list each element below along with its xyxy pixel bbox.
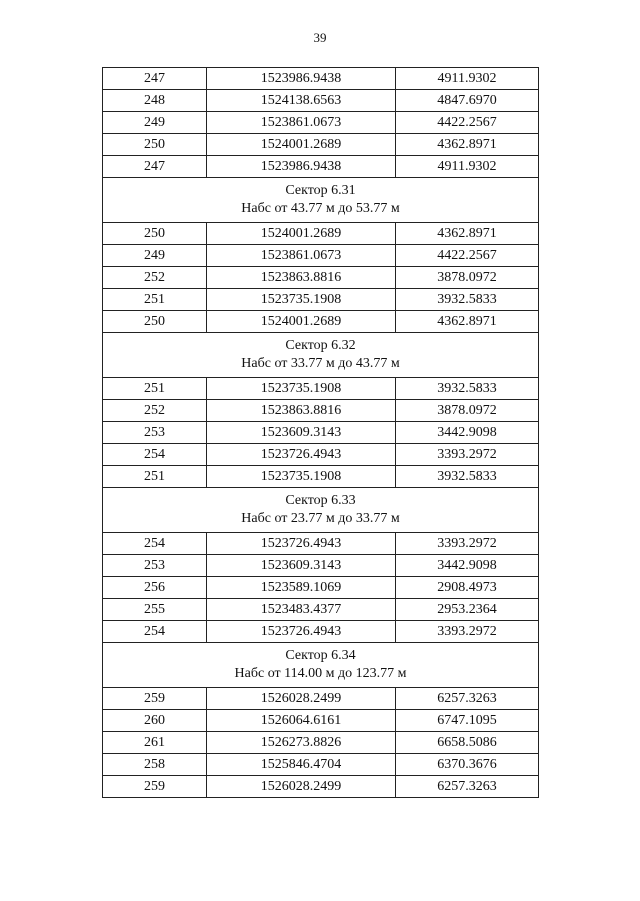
sector-title: Сектор 6.31 [285,183,356,198]
sector-height-range: Набс от 33.77 м до 43.77 м [241,356,400,371]
point-number-cell: 259 [103,688,207,710]
table-row [103,776,539,798]
sector-title: Сектор 6.34 [285,648,356,663]
sector-header-cell [103,178,539,223]
point-number-cell: 254 [103,533,207,555]
sector-header-cell [103,488,539,533]
point-number-cell: 256 [103,577,207,599]
x-coordinate-cell: 1524001.2689 [207,223,396,245]
table-row [103,710,539,732]
table-row [103,267,539,289]
sector-height-range: Набс от 23.77 м до 33.77 м [241,511,400,526]
point-number-cell: 254 [103,621,207,643]
y-coordinate-cell: 4362.8971 [396,311,539,333]
point-number-cell: 253 [103,555,207,577]
table-row [103,112,539,134]
sector-height-range: Набс от 43.77 м до 53.77 м [241,201,400,216]
table-row [103,599,539,621]
y-coordinate-cell: 3393.2972 [396,533,539,555]
point-number-cell: 249 [103,245,207,267]
y-coordinate-cell: 2953.2364 [396,599,539,621]
table-row [103,422,539,444]
coordinates-table-body [103,68,539,798]
point-number-cell: 251 [103,378,207,400]
table-row [103,732,539,754]
x-coordinate-cell: 1523986.9438 [207,156,396,178]
x-coordinate-cell: 1523735.1908 [207,378,396,400]
y-coordinate-cell: 4422.2567 [396,112,539,134]
point-number-cell: 247 [103,156,207,178]
point-number-cell: 260 [103,710,207,732]
page-number: 39 [313,30,327,45]
sector-header-cell [103,643,539,688]
x-coordinate-cell: 1523589.1069 [207,577,396,599]
y-coordinate-cell: 4911.9302 [396,68,539,90]
table-row [103,466,539,488]
y-coordinate-cell: 6257.3263 [396,776,539,798]
y-coordinate-cell: 3878.0972 [396,267,539,289]
table-row [103,400,539,422]
point-number-cell: 250 [103,223,207,245]
table-row [103,156,539,178]
x-coordinate-cell: 1526028.2499 [207,776,396,798]
y-coordinate-cell: 3878.0972 [396,400,539,422]
y-coordinate-cell: 4847.6970 [396,90,539,112]
x-coordinate-cell: 1526028.2499 [207,688,396,710]
point-number-cell: 253 [103,422,207,444]
sector-title: Сектор 6.32 [285,338,356,353]
x-coordinate-cell: 1523726.4943 [207,444,396,466]
sector-title: Сектор 6.33 [285,493,356,508]
coordinates-table [102,67,539,798]
y-coordinate-cell: 3932.5833 [396,378,539,400]
point-number-cell: 252 [103,267,207,289]
x-coordinate-cell: 1523609.3143 [207,422,396,444]
x-coordinate-cell: 1526064.6161 [207,710,396,732]
y-coordinate-cell: 6370.3676 [396,754,539,776]
table-row [103,68,539,90]
x-coordinate-cell: 1523726.4943 [207,621,396,643]
table-row [103,577,539,599]
table-row [103,245,539,267]
x-coordinate-cell: 1526273.8826 [207,732,396,754]
y-coordinate-cell: 4362.8971 [396,134,539,156]
x-coordinate-cell: 1523863.8816 [207,267,396,289]
x-coordinate-cell: 1523735.1908 [207,289,396,311]
x-coordinate-cell: 1523863.8816 [207,400,396,422]
table-row [103,533,539,555]
point-number-cell: 259 [103,776,207,798]
sector-height-range: Набс от 114.00 м до 123.77 м [234,666,407,681]
table-row [103,223,539,245]
point-number-cell: 247 [103,68,207,90]
sector-header-cell [103,333,539,378]
y-coordinate-cell: 4911.9302 [396,156,539,178]
y-coordinate-cell: 2908.4973 [396,577,539,599]
point-number-cell: 252 [103,400,207,422]
point-number-cell: 249 [103,112,207,134]
table-row [103,378,539,400]
y-coordinate-cell: 3393.2972 [396,621,539,643]
table-row [103,311,539,333]
point-number-cell: 251 [103,289,207,311]
y-coordinate-cell: 3932.5833 [396,466,539,488]
point-number-cell: 250 [103,134,207,156]
x-coordinate-cell: 1524001.2689 [207,134,396,156]
y-coordinate-cell: 3442.9098 [396,422,539,444]
point-number-cell: 258 [103,754,207,776]
table-row [103,688,539,710]
y-coordinate-cell: 6257.3263 [396,688,539,710]
y-coordinate-cell: 6747.1095 [396,710,539,732]
x-coordinate-cell: 1523986.9438 [207,68,396,90]
x-coordinate-cell: 1523726.4943 [207,533,396,555]
table-row [103,444,539,466]
y-coordinate-cell: 3393.2972 [396,444,539,466]
point-number-cell: 254 [103,444,207,466]
x-coordinate-cell: 1524001.2689 [207,311,396,333]
table-row [103,621,539,643]
sector-header-row [103,178,539,223]
point-number-cell: 250 [103,311,207,333]
y-coordinate-cell: 4362.8971 [396,223,539,245]
sector-header-row [103,488,539,533]
point-number-cell: 255 [103,599,207,621]
table-row [103,754,539,776]
table-row [103,134,539,156]
sector-header-row [103,643,539,688]
table-row [103,555,539,577]
y-coordinate-cell: 6658.5086 [396,732,539,754]
x-coordinate-cell: 1523861.0673 [207,245,396,267]
x-coordinate-cell: 1523609.3143 [207,555,396,577]
y-coordinate-cell: 3932.5833 [396,289,539,311]
x-coordinate-cell: 1523861.0673 [207,112,396,134]
x-coordinate-cell: 1523735.1908 [207,466,396,488]
x-coordinate-cell: 1524138.6563 [207,90,396,112]
y-coordinate-cell: 3442.9098 [396,555,539,577]
sector-header-row [103,333,539,378]
x-coordinate-cell: 1523483.4377 [207,599,396,621]
table-row [103,289,539,311]
point-number-cell: 248 [103,90,207,112]
point-number-cell: 251 [103,466,207,488]
y-coordinate-cell: 4422.2567 [396,245,539,267]
table-row [103,90,539,112]
point-number-cell: 261 [103,732,207,754]
x-coordinate-cell: 1525846.4704 [207,754,396,776]
